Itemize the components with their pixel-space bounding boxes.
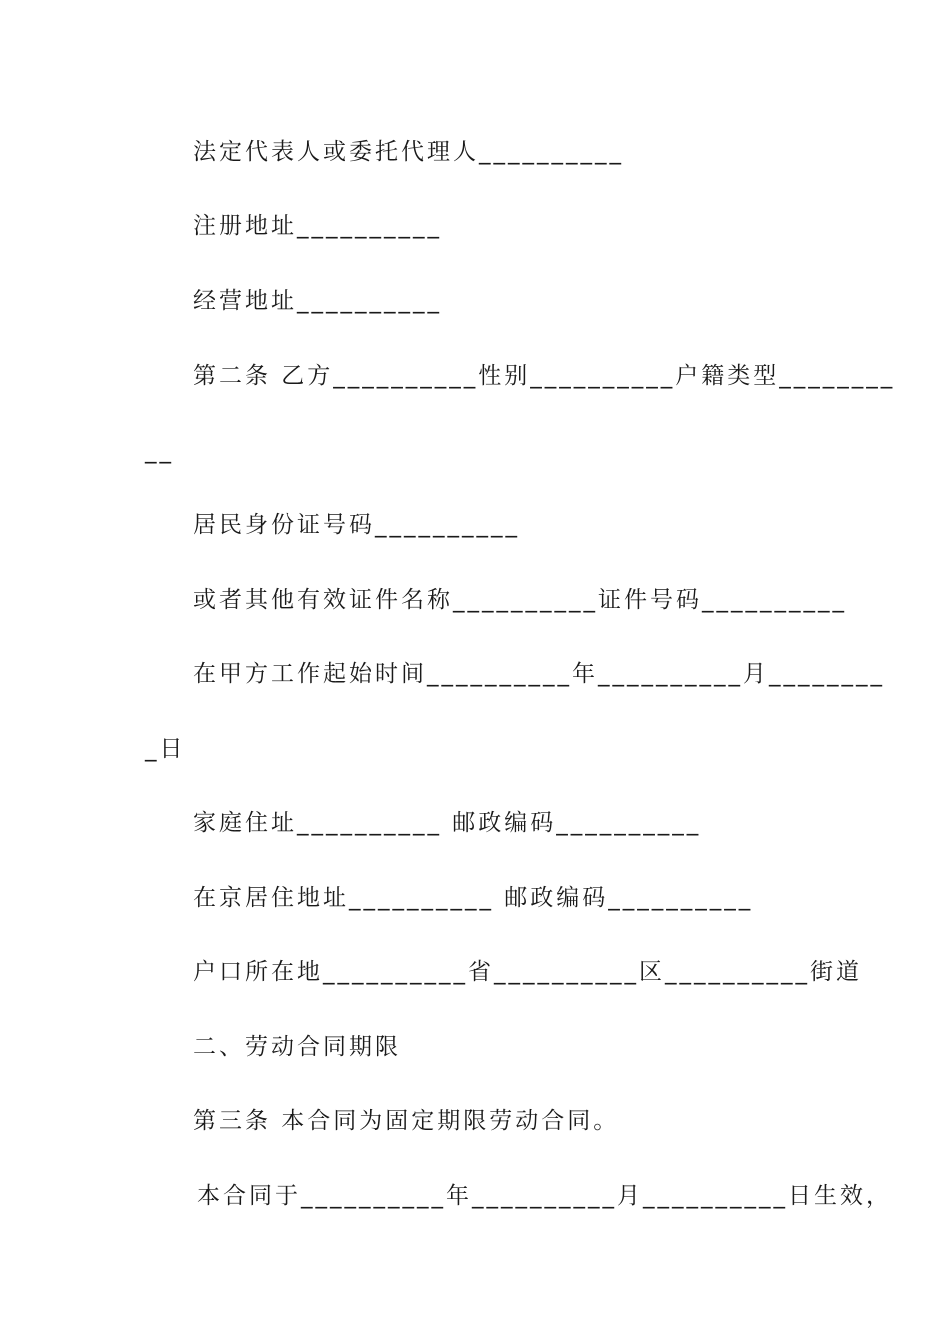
beijing-address-line: 在京居住地址__________ 邮政编码__________ xyxy=(193,885,754,911)
effective-date-line: 本合同于__________年__________月__________日生效， xyxy=(197,1183,892,1209)
start-date-line: 在甲方工作起始时间__________年__________月________ xyxy=(193,661,885,687)
hukou-location-line: 户口所在地__________省__________区__________街道 xyxy=(193,959,862,985)
article-2-continuation: __ xyxy=(145,438,174,464)
business-address-line: 经营地址__________ xyxy=(193,288,442,314)
registered-address-line: 注册地址__________ xyxy=(193,213,442,239)
legal-representative-line: 法定代表人或委托代理人__________ xyxy=(193,139,624,165)
other-id-line: 或者其他有效证件名称__________证件号码__________ xyxy=(193,587,847,613)
id-number-line: 居民身份证号码__________ xyxy=(193,512,520,538)
article-3-line: 第三条 本合同为固定期限劳动合同。 xyxy=(193,1108,620,1134)
start-date-continuation: _日 xyxy=(145,736,186,762)
home-address-line: 家庭住址__________ 邮政编码__________ xyxy=(193,810,702,836)
article-2-party-b-line: 第二条 乙方__________性别__________户籍类型________ xyxy=(193,363,896,389)
section-heading-contract-term: 二、劳动合同期限 xyxy=(193,1034,401,1060)
